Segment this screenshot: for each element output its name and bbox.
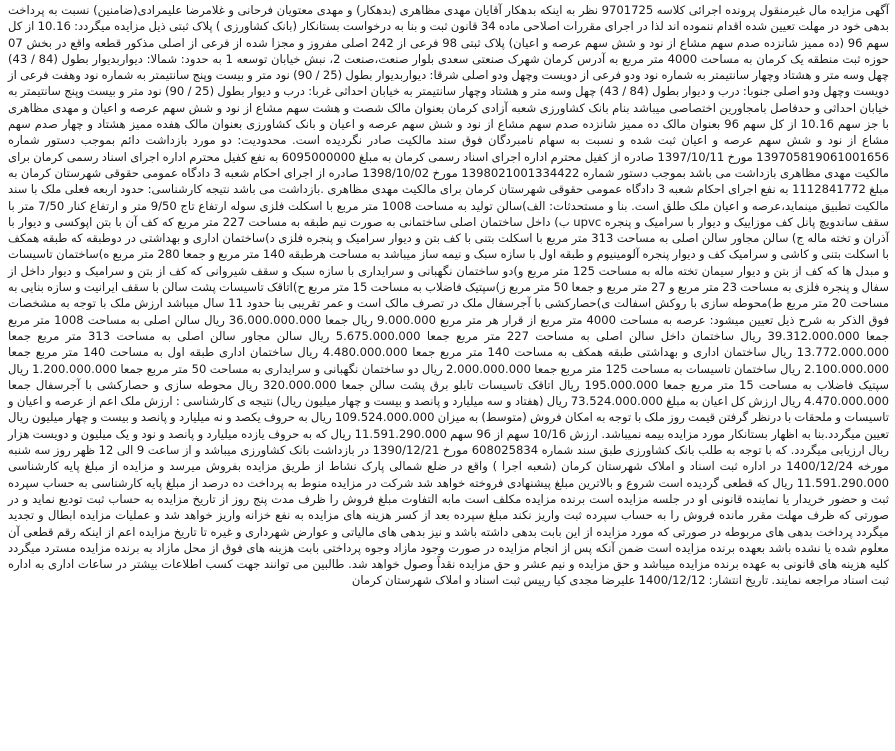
auction-notice-text: آگهی مزایده مال غیرمنقول پرونده اجرائی کلاسه 9701725 نظر به اینکه بدهکار آقایان مهدی مظاهری (بدهکار) و مهدی معتویان فرحانی و غلامرضا علیمرادی(ضامنین) نسبت به پرداخت بدهی خود در مهلت تعیین شده اقدام ننموده اند لذا در اجرای مقررات اصلاحی ماده 34 قانون ثبت و بنا به درخواست بستانکار (بانک کشاورزی ) پلاک ثبتی ذیل مزایده میگردد: 10.16 از کل سهم 96 (ده ممیز شانزده صدم سهم مشاع از نود و شش سهم عرصه و اعیان) پلاک ثبتی 98 فرعی از 242 اصلی مفروز و مجزا شده از فرعی از اصلی مذکور قطعه واقع در بخش 07 حوزه ثبت منطقه یک کرمان به مساحت 4000 متر مربع به آدرس کرمان شهرک صنعتی سعدی بلوار صنعت،صنعت 2، نبش خیابان توسعه 1 به حدود: شمالا: دیواربدیوار بطول (84 / 43) چهل وسه متر و هشتاد وچهار سانتیمتر به شماره نود ودو فرعی از دویست وچهل ودو اصلی شرقا: دیواربدیوار بطول (25 / 90) نود متر و بیست وپنج سانتیمتر به شماره نود وهفت فرعی از دویست وچهل ودو اصلی جنوبا: درب و دیوار بطول (84 / 43) چهل وسه متر و هشتاد وچهار سانتیمتر به خیابان احداثی غربا: درب و دیوار بطول (25 / 90) نود متر و بیست وپنج سانتیمتر به خیابان احداثی و حدفاصل بامجاورین اختصاصی میباشد بنام بانک کشاورزی شعبه آزادی کرمان بعنوان مالک شصت و هشت سهم مشاع از نود و شش سهم عرصه و اعیان و مهدی مظاهری با جز سهم 10.16 از کل سهم 96 بعنوان مالک ده ممیز شانزده صدم سهم مشاع از نود و شش سهم عرصه و اعیان و بانک کشاورزی بعنوان مالک هفده ممیز هشتاد و چهار صدم سهم مشاع از نود و شش سهم عرصه و اعیان ثبت شده و نسبت به سهام نامبردگان فوق سند مالکیت صادر نگردیده است. محدودیت: دو مورد بازداشت دائم بموجب دستور شماره 139705819061001656 مورخ 1397/10/11 صادره از کفیل محترم اداره اجرای اسناد رسمی کرمان به مبلغ 6095000000 به نفع کفیل محترم اداره اجرای اسناد رسمی کرمان برای مالکیت مهدی مظاهری بازداشت می باشد بموجب دستور شماره 1398021001334422 مورخ 1398/10/02 صادره از اجرای احکام شعبه 3 دادگاه عمومی حقوقی شهرستان کرمان به مبلغ 1112841772 به نفع اجرای احکام شعبه 3 دادگاه عمومی حقوقی شهرستان کرمان برای مالکیت مهدی مظاهری .بازداشت می باشد نتیجه کارشناسی: حدود اربعه فعلی ملک با سند مالکیت تطبیق مینماید،عرصه و اعیان ملک طلق است. بنا و مستحدثات: الف)سالن تولید به مساحت 1008 متر مربع با اسکلت فلزی سوله ارتفاع تاج 9/50 متر و ارتفاع کنار 7/50 متر با سقف ساندویچ پانل کف موزاییک و دیوار با سرامیک و پنجره upvc ب) داخل ساختمان اصلی ساختمانی به صورت نیم طبقه به مساحت 227 متر مربع که کف آن با بتن اپوکسی و دیوار با آذران و تخته ماله ج) سالن مجاور سالن اصلی به مساحت 313 متر مربع با اسکلت بتنی با کف بتن و دیوار سرامیک و پنجره فلزی د)ساختمان اداری و بهداشتی در دوطبقه که طبقه همکف با اسکلت بتنی و کاشی و سرامیک کف و دیوار پنجره آلومینیوم و طبقه اول با سازه سبک و نیمه ساز میباشد به مساحت هرطبقه 140 متر مربع و جمعا 280 متر مربع ه)ساختمان تاسیسات و مبدل ها که کف از بتن و دیوار سیمان تخته ماله به مساحت 125 متر مربع و)دو ساختمان نگهبانی و سرایداری با سازه سبک و سقف شیروانی که کف از بتن و سرامیک و دیوار داخل از سفال و پنجره فلزی به مساحت 23 متر مربع و 27 متر مربع و جمعا 50 متر مربع ز)سپتیک فاضلاب به مساحت 15 متر مربع ح)اتاقک تاسیسات پشت سالن با سقف ایرانیت و سازه بنایی به مساحت 20 متر مربع ط)محوطه سازی با روکش اسفالت ی)حصارکشی با آجرسفال ملک در تصرف مالک است و عمر تقریبی بنا حدود 11 سال میباشد ارزش ملک با توجه به مشخصات فوق الذکر به شرح ذیل تعیین میشود: عرصه به مساحت 4000 متر مربع از قرار هر متر مربع 9.000.000 ریال جمعا 36.000.000.000 ریال سالن اصلی به مساحت 1008 متر مربع جمعا 39.312.000.000 ریال ساختمان داخل سالن اصلی به مساحت 227 متر مربع جمعا 5.675.000.000 ریال سالن مجاور سالن اصلی به مساحت 313 متر مربع جمعا 13.772.000.000 ریال ساختمان اداری و بهداشتی طبقه همکف به مساحت 140 متر مربع جمعا 4.480.000.000 ریال ساختمان اداری طبقه اول به مساحت 140 متر مربع جمعا 2.100.000.000 ریال ساختمان تاسیسات به مساحت 125 متر مربع جمعا 2.000.000.000 ریال دو ساختمان نگهبانی و سرایداری به مساحت 50 متر مربع جمعا 1.200.000.000 ریال سپتیک فاضلاب به مساحت 15 متر مربع جمعا 195.000.000 ریال اتاقک تاسیسات تابلو برق پشت سالن جمعا 320.000.000 ریال محوطه سازی و حصارکشی با آجرسفال جمعا 4.470.000.000 ریال ارزش کل اعیان به مبلغ 73.524.000.000 ریال (هفتاد و سه میلیارد و پانصد و بیست و چهار میلیون ریال) نتیجه ی کارشناسی : ارزش ملک اعم از عرصه و اعیان و تاسیسات و ملحقات با درنظر گرفتن قیمت روز ملک با توجه به امکان فروش (متوسط) به میزان 109.524.000.000 ریال به حروف یکصد و نه میلیارد و پانصد و بیست و چهار میلیون ریال تعیین میگردد.بنا به اظهار بستانکار مورد مزایده بیمه نمیباشد. ارزش 10/16 سهم از 96 سهم 11.591.290.000 ریال که به حروف یازده میلیارد و پانصد و نود و یک میلیون و دویست هزار ریال ارزیابی میگردد. که با توجه به طلب بانک کشاورزی طبق سند شماره 608025834 مورخ 1390/12/21 در بازداشت بانک کشاورزی میباشد و از ساعت 9 الی 12 ظهر روز سه شنبه مورخه 1400/12/24 در اداره ثبت اسناد و املاک شهرستان کرمان (شعبه اجرا ) واقع در ضلع شمالی پارک نشاط از طریق مزایده بفروش میرسد و مزایده از مبلغ پایه کارشناسی 11.591.290.000 ریال که قطعی گردیده است شروع و بالاترین مبلغ پیشنهادی فروخته خواهد شد شرکت در مزایده منوط به پرداخت ده درصد از مبلغ پایه کارشناسی به حساب سپرده ثبت و حضور خریدار یا نماینده قانونی او در جلسه مزایده است برنده مزایده مکلف است مابه التفاوت مبلغ فروش را ظرف مدت پنج روز از تاریخ مزایده به حساب ثبت تودیع نماید و در صورتی که ظرف مهلت مقرر مانده فروش را به حساب سپرده ثبت واریز نکند مبلغ سپرده بعد از کسر هزینه های مزایده به نفع خزانه واریز خواهد شد و عملیات مزایده ابطال و تجدید میگردد پرداخت بدهی های مربوطه در صورتی که مورد مزایده از این بابت بدهی داشته باشد و نیز بدهی های مالیاتی و عوارض شهرداری و غیره تا تاریخ مزایده اعم از اینکه رقم قطعی آن معلوم شده یا نشده باشد بعهده برنده مزایده است ضمن آنکه پس از انجام مزایده در صورت وجود مازاد وجوه پرداختی بابت هزینه های فوق از محل مازاد به برنده مزایده مسترد میگردد کلیه هزینه های قانونی به عهده برنده مزایده میباشد و حق مزایده و نیم عشر و حق مزایده نقداً وصول خواهد شد. طالبین می توانند جهت کسب اطلاعات بیشتر در ساعات اداری به اداره ثبت اسناد مراجعه نمایند. تاریخ انتشار: 1400/12/12 علیرضا مجدی کیا رییس ثبت اسناد و املاک شهرستان کرمان: [8, 3, 890, 588]
